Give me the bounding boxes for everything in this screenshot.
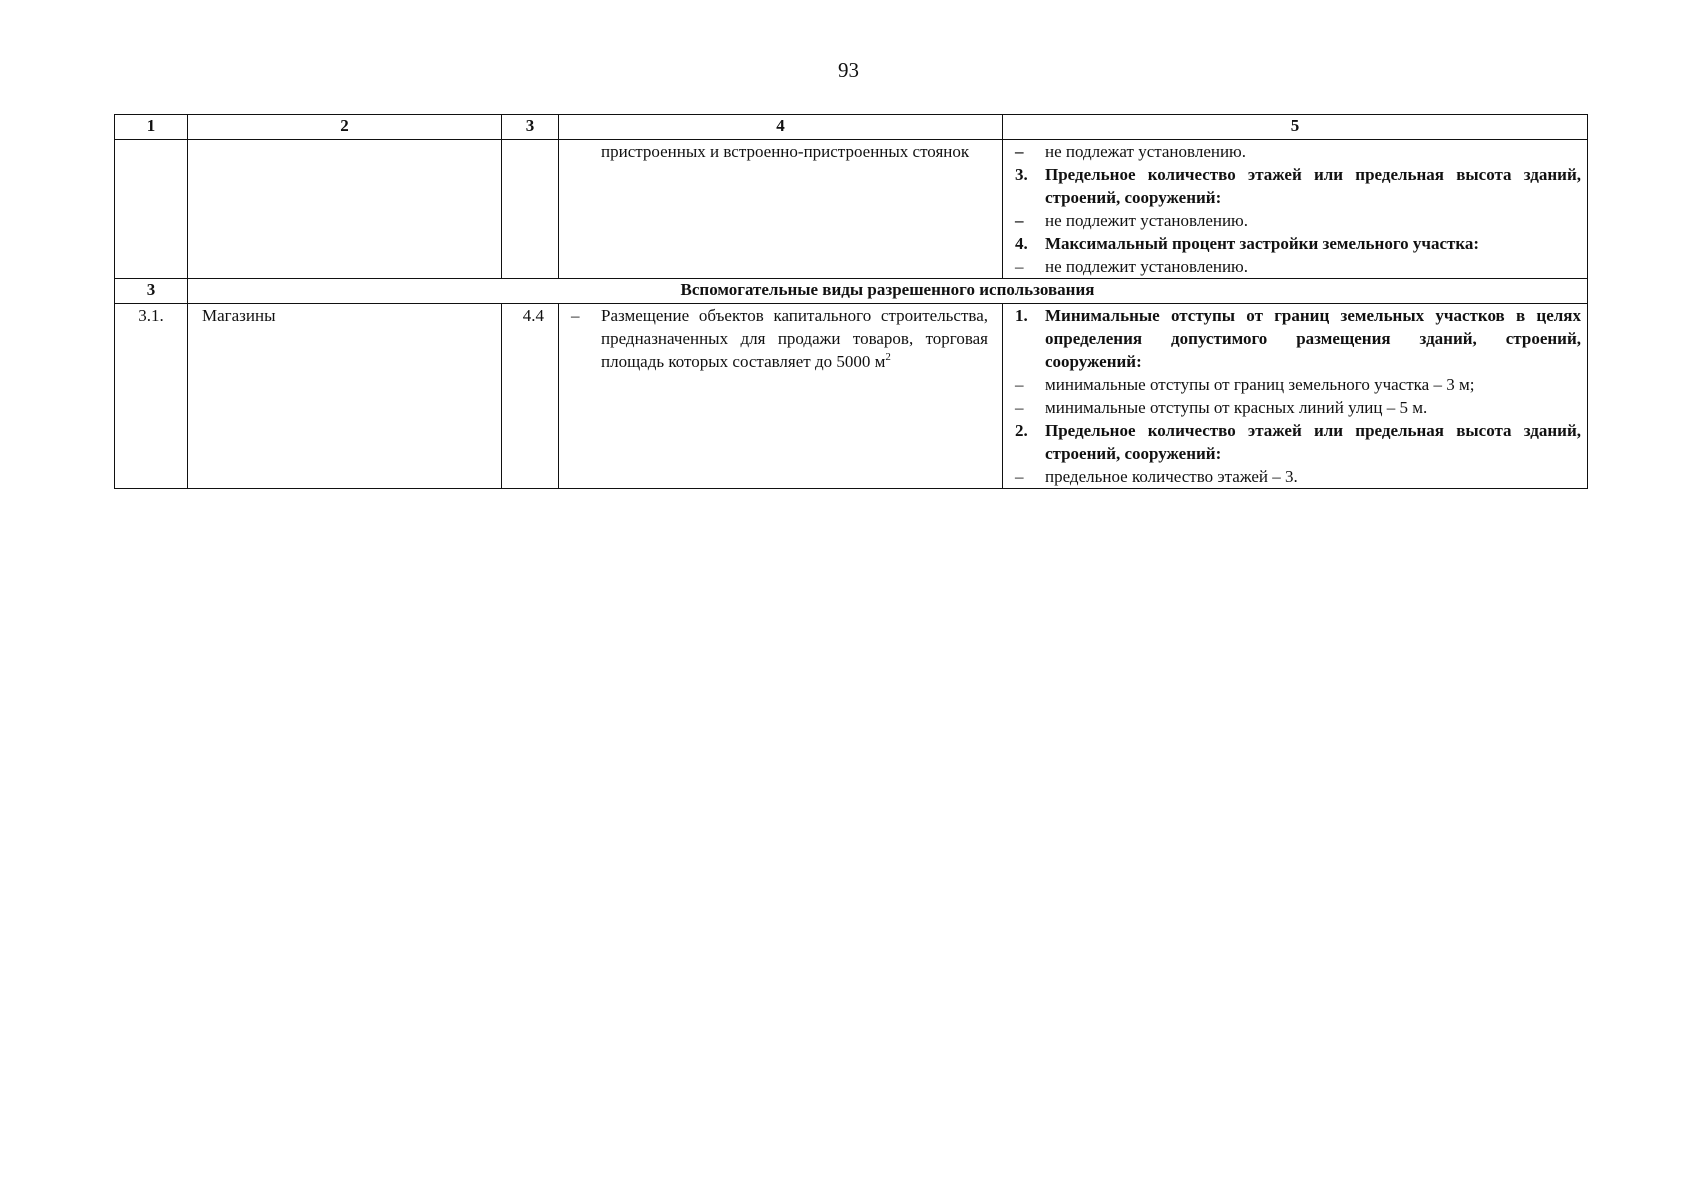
list-text: предельное количество этажей – 3. bbox=[1045, 467, 1298, 486]
row-number: 3.1. bbox=[115, 304, 188, 489]
table-header-row bbox=[115, 115, 1588, 140]
list-marker: – bbox=[1015, 142, 1024, 161]
cell-description bbox=[559, 304, 1003, 489]
description-text: пристроенных и встроенно-пристроенных стоянок bbox=[601, 142, 970, 161]
list-item bbox=[1015, 373, 1581, 396]
list-marker: 4. bbox=[1015, 234, 1028, 253]
section-row bbox=[115, 279, 1588, 304]
table-row-continued bbox=[115, 140, 1588, 279]
list-item bbox=[1015, 140, 1581, 163]
list-text: минимальные отступы от границ земельного участка – 3 м; bbox=[1045, 375, 1475, 394]
list-text: Минимальные отступы от границ земельных участков в целях определения допустимого размещения зданий, строений, сооружений: bbox=[1045, 306, 1581, 371]
header-col-3: 3 bbox=[502, 115, 559, 140]
header-col-5: 5 bbox=[1003, 115, 1588, 140]
list-marker: – bbox=[571, 306, 580, 325]
list-item bbox=[1015, 465, 1581, 488]
list-text: не подлежат установлению. bbox=[1045, 142, 1247, 161]
list-marker: 2. bbox=[1015, 421, 1028, 440]
list-marker: – bbox=[1015, 398, 1024, 417]
cell-empty bbox=[502, 140, 559, 279]
regulations-table bbox=[114, 114, 1588, 489]
list-text: Предельное количество этажей или предельная высота зданий, строений, сооружений: bbox=[1045, 421, 1581, 463]
list-text: минимальные отступы от красных линий улиц – 5 м. bbox=[1045, 398, 1428, 417]
list-marker: 1. bbox=[1015, 306, 1028, 325]
description-text bbox=[601, 304, 988, 373]
section-number: 3 bbox=[115, 279, 188, 304]
row-code: 4.4 bbox=[502, 304, 559, 489]
list-marker: – bbox=[1015, 467, 1024, 486]
header-col-4: 4 bbox=[559, 115, 1003, 140]
list-item bbox=[1015, 396, 1581, 419]
list-marker: – bbox=[1015, 211, 1024, 230]
page-number: 93 bbox=[838, 58, 859, 82]
table-row bbox=[115, 304, 1588, 489]
cell-parameters bbox=[1003, 140, 1588, 279]
cell-parameters bbox=[1003, 304, 1588, 489]
description-item bbox=[571, 304, 988, 373]
list-item bbox=[1015, 232, 1581, 255]
header-col-2: 2 bbox=[188, 115, 502, 140]
list-item bbox=[1015, 304, 1581, 373]
list-item bbox=[1015, 419, 1581, 465]
superscript: 2 bbox=[885, 351, 891, 363]
cell-empty bbox=[188, 140, 502, 279]
header-col-1: 1 bbox=[115, 115, 188, 140]
list-marker: – bbox=[1015, 257, 1024, 276]
list-marker: – bbox=[1015, 375, 1024, 394]
row-name: Магазины bbox=[188, 304, 502, 489]
cell-description bbox=[559, 140, 1003, 279]
cell-empty bbox=[115, 140, 188, 279]
list-text: не подлежит установлению. bbox=[1045, 257, 1249, 276]
list-text: не подлежит установлению. bbox=[1045, 211, 1249, 230]
list-text: Максимальный процент застройки земельного участка: bbox=[1045, 234, 1480, 253]
list-marker: 3. bbox=[1015, 165, 1028, 184]
list-item bbox=[1015, 255, 1581, 278]
list-item bbox=[1015, 209, 1581, 232]
section-title: Вспомогательные виды разрешенного использования bbox=[188, 279, 1588, 304]
list-item bbox=[1015, 163, 1581, 209]
list-text: Предельное количество этажей или предельная высота зданий, строений, сооружений: bbox=[1045, 165, 1581, 207]
description-text-body: Размещение объектов капитального строительства, предназначенных для продажи товаров, торговая площадь которых составляет до 5000 м bbox=[601, 306, 988, 371]
